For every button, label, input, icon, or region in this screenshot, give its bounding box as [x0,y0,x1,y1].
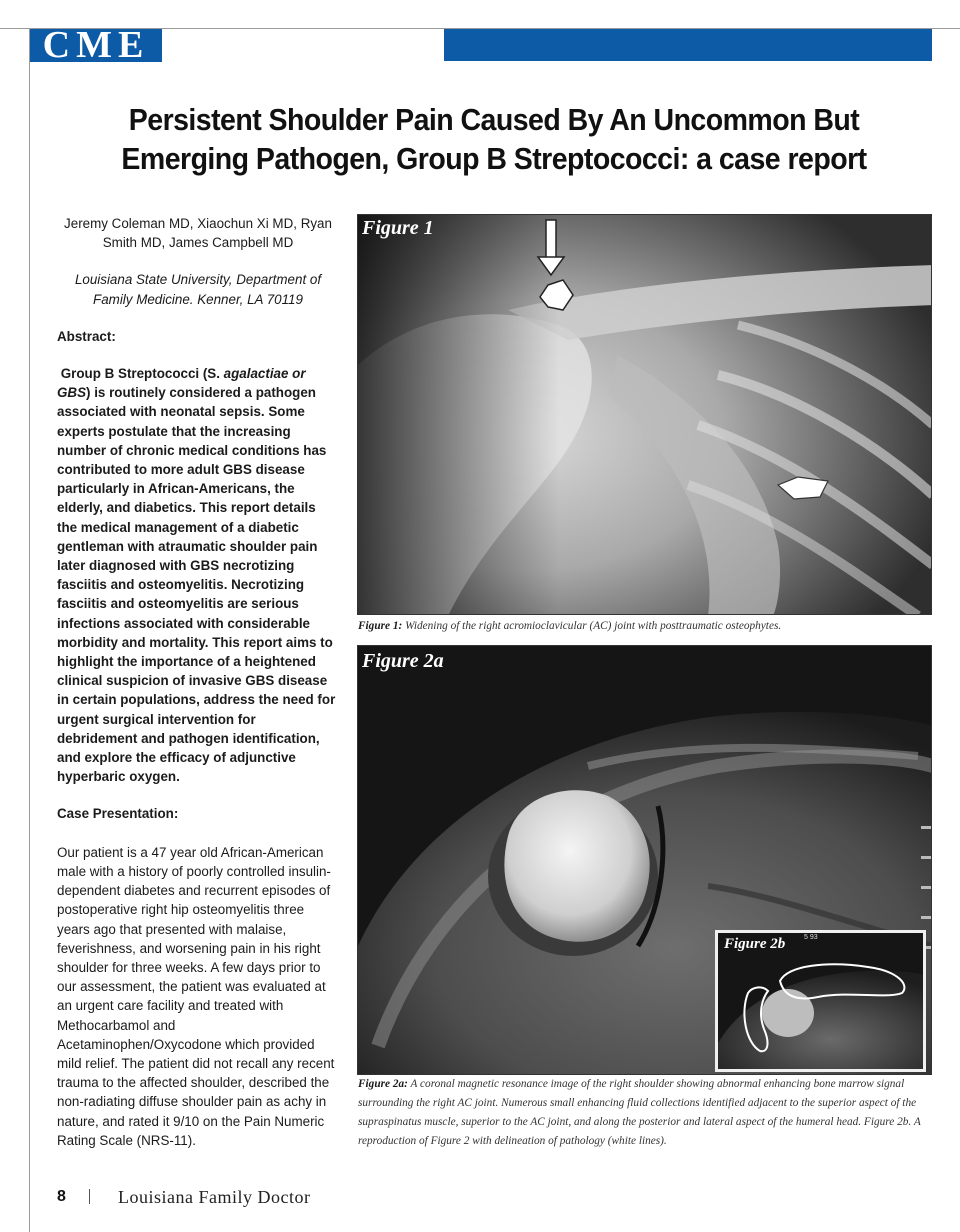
figure-1-caption-label: Figure 1: [358,620,403,632]
abstract-heading: Abstract: [57,328,116,344]
xray-image [358,215,932,615]
figure-2a-caption-label: Figure 2a: [358,1078,408,1090]
abstract-italic: agalactiae or GBS [57,366,306,401]
figure-2a-caption [358,1075,932,1151]
left-margin-rule [29,28,30,1232]
case-presentation-text: Our patient is a 47 year old African-American male with a history of poorly controlled insulin-dependent diabetes and recurrent episodes of postoperative right hip osteomyelitis three years ago that presented with malaise, feverishness, and worsening pain in his right shoulder for three weeks. A few days prior to our assessment, the patient was evaluated at an urgent care facility and treated with Methocarbamol and Acetaminophen/Oxycodone which provided mild relief. The patient did not recall any recent trauma to the affected shoulder, described the non-radiating diffuse shoulder pain as achy in nature, and rated it 9/10 on the Pain Numeric Rating Scale (NRS-11). [57,844,335,1148]
figure-1-caption [358,617,932,636]
figure-1-caption-text: Widening of the right acromioclavicular (AC) joint with posttraumatic osteophytes. [402,620,782,632]
footer-separator [89,1189,90,1204]
figure-2b-inset [715,930,926,1072]
authors: Jeremy Coleman MD, Xiaochun Xi MD, Ryan Smith MD, James Campbell MD [64,216,332,251]
figure-2b-label: Figure 2b [724,936,786,952]
left-text-column [57,214,339,1150]
figure-2a-mri [357,645,932,1075]
figure-1-label: Figure 1 [362,217,434,239]
abstract-text [57,364,339,786]
abstract-part1: Group B Streptococci (S. [60,366,224,382]
article-title: Persistent Shoulder Pain Caused By An Uncommon But Emerging Pathogen, Group B Streptococci: a case report [121,102,867,176]
figure-2a-caption-text: A coronal magnetic resonance image of the right shoulder showing abnormal enhancing bone marrow signal surrounding the right AC joint. Numerous small enhancing fluid collections identified adjacent to the superior aspect of the supraspinatus muscle, superior to the AC joint, and along the posterior and lateral aspect of the humeral head. Figure 2b. A reproduction of Figure 2 with delineation of pathology (white lines). [358,1078,921,1147]
case-presentation-heading: Case Presentation: [57,806,179,822]
header-accent-bar [444,29,932,61]
cme-logo: CME [30,29,162,62]
figure-2b-number: 5 93 [804,934,818,941]
figure-2a-label: Figure 2a [362,650,444,672]
page-number: 8 [57,1188,66,1205]
figure-1-xray [357,214,932,615]
affiliation: Louisiana State University, Department of Family Medicine. Kenner, LA 70119 [74,272,322,307]
abstract-part2: ) is routinely considered a pathogen associated with neonatal sepsis. Some experts postulate that the increasing number of chronic medical conditions has contributed to more adult GBS disease particularly in African-Americans, the elderly, and diabetics. This report details the medical management of a diabetic gentleman with atraumatic shoulder pain later diagnosed with GBS necrotizing fasciitis and osteomyelitis. Necrotizing fasciitis and osteomyelitis are serious infections associated with considerable morbidity and mortality. This report aims to highlight the importance of a heightened clinical suspicion of invasive GBS disease in certain populations, address the need for urgent surgical intervention for debridement and pathogen identification, and explore the efficacy of adjunctive hyperbaric oxygen. [57,385,336,785]
publication-name: Louisiana Family Doctor [118,1187,311,1207]
